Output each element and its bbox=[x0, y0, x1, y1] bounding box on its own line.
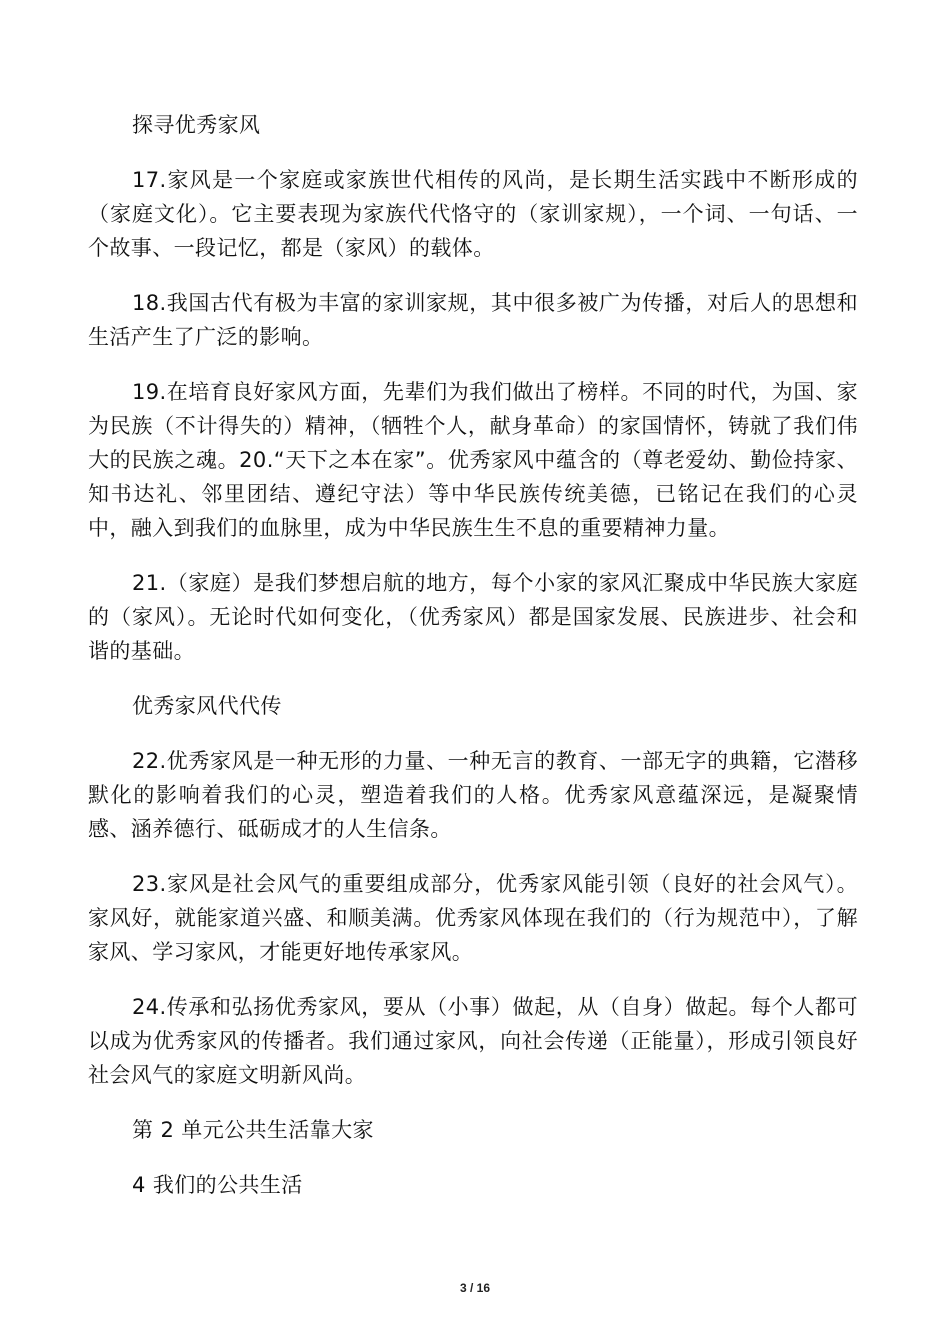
paragraph-24: 24.传承和弘扬优秀家风，要从（小事）做起，从（自身）做起。每个人都可以成为优秀家风的传播者。我们通过家风，向社会传递（正能量），形成引领良好社会风气的家庭文明新风尚。 bbox=[88, 995, 858, 1087]
unit-heading: 第 2 单元公共生活靠大家 bbox=[132, 1118, 374, 1142]
page-number: 3 / 16 bbox=[459, 1281, 491, 1295]
paragraph-23: 23.家风是社会风气的重要组成部分，优秀家风能引领（良好的社会风气）。家风好，就能家道兴盛、和顺美满。优秀家风体现在我们的（行为规范中），了解家风、学习家风，才能更好地传承家风。 bbox=[88, 872, 858, 964]
paragraph-22: 22.优秀家风是一种无形的力量、一种无言的教育、一部无字的典籍，它潜移默化的影响着我们的心灵，塑造着我们的人格。优秀家风意蕴深远，是凝聚情感、涵养德行、砥砺成才的人生信条。 bbox=[88, 749, 858, 841]
document-body bbox=[88, 108, 858, 1223]
paragraph-18: 18.我国古代有极为丰富的家训家规，其中很多被广为传播，对后人的思想和生活产生了广泛的影响。 bbox=[88, 291, 858, 349]
paragraph-17: 17.家风是一个家庭或家族世代相传的风尚，是长期生活实践中不断形成的（家庭文化）。它主要表现为家族代代恪守的（家训家规），一个词、一句话、一个故事、一段记忆，都是（家风）的载体。 bbox=[88, 168, 858, 260]
section-heading-passing-down: 优秀家风代代传 bbox=[132, 694, 282, 718]
paragraph-19-20: 19.在培育良好家风方面，先辈们为我们做出了榜样。不同的时代，为国、家为民族（不计得失的）精神，（牺牲个人，献身革命）的家国情怀，铸就了我们伟大的民族之魂。20.“天下之本在家”。优秀家风中蕴含的（尊老爱幼、勤俭持家、知书达礼、邻里团结、遵纪守法）等中华民族传统美德，已铭记在我们的心灵中，融入到我们的血脉里，成为中华民族生生不息的重要精神力量。 bbox=[88, 380, 858, 540]
section-heading-family-style: 探寻优秀家风 bbox=[132, 113, 261, 137]
paragraph-21: 21.（家庭）是我们梦想启航的地方，每个小家的家风汇聚成中华民族大家庭的（家风）。无论时代如何变化，（优秀家风）都是国家发展、民族进步、社会和谐的基础。 bbox=[88, 571, 858, 663]
lesson-heading: 4 我们的公共生活 bbox=[132, 1173, 303, 1197]
